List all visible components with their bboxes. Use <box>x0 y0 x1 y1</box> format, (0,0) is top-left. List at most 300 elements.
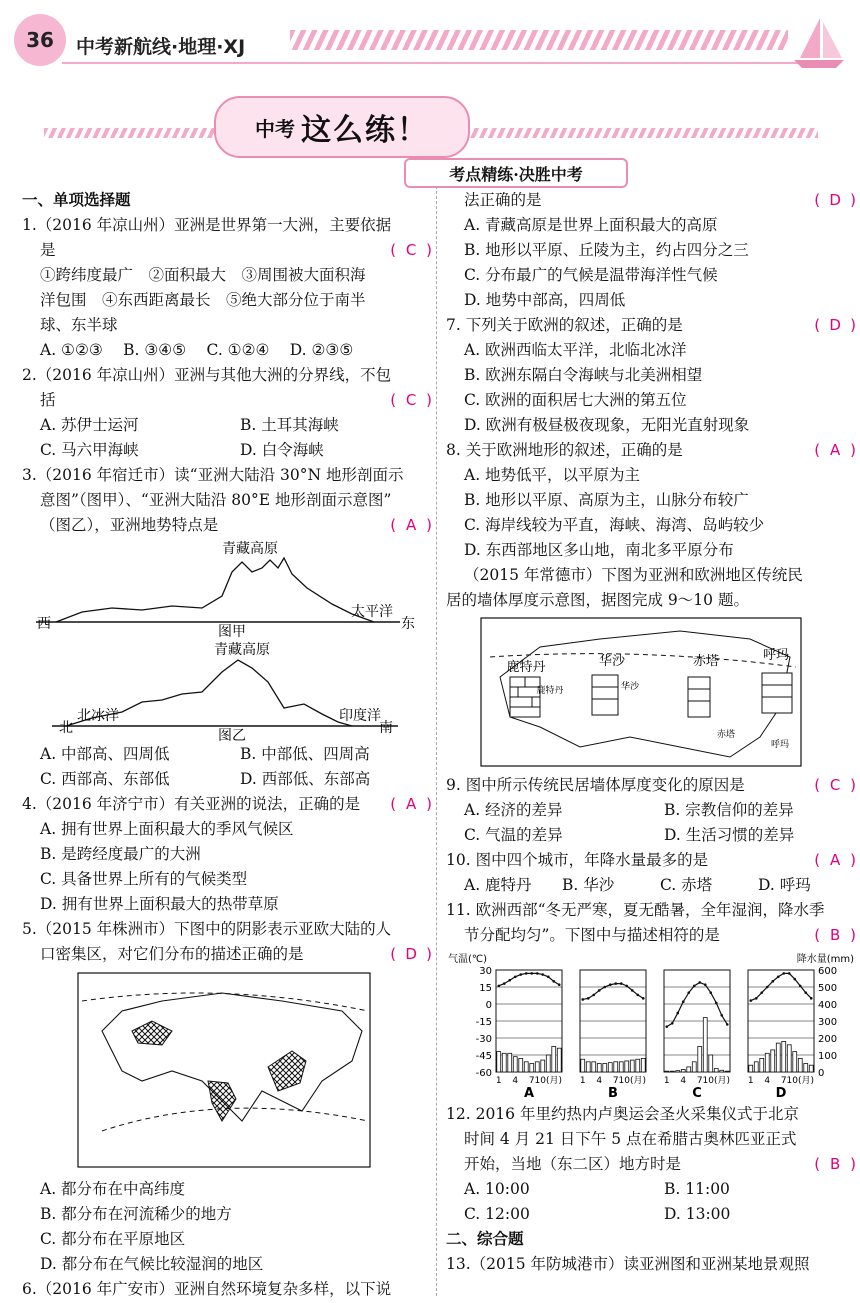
sub-banner: 考点精练·决胜中考 <box>404 158 628 188</box>
temp-point <box>777 976 780 979</box>
line-text: 开始，当地（东二区）地方时是 <box>464 1155 682 1173</box>
text-line <box>22 388 432 413</box>
chart-name: B <box>608 1086 618 1098</box>
line-text: A. 青藏高原是世界上面积最大的高原 <box>464 216 718 234</box>
line-text: A. 地势低平，以平原为主 <box>464 466 641 484</box>
prec-bar <box>636 1059 640 1072</box>
prec-bar <box>581 1059 585 1072</box>
temp-point <box>749 999 752 1002</box>
line-text: B. 是跨经度最广的大洲 <box>40 845 201 863</box>
text-line <box>446 438 856 463</box>
answer-bracket: ( B ) <box>814 923 856 948</box>
banner-stripe-right <box>466 128 818 138</box>
temp-point <box>804 991 807 994</box>
temp-point <box>682 1000 685 1003</box>
month-tick: 7 <box>528 1076 535 1086</box>
option: A. 经济的差异 <box>464 801 563 819</box>
option: C. 气温的差异 <box>464 826 563 844</box>
text-line <box>22 413 432 438</box>
line-text: 7. 下列关于欧洲的叙述，正确的是 <box>446 316 683 334</box>
line-text: C. 分布最广的气候是温带海洋性气候 <box>464 266 718 284</box>
left-block-1 <box>22 188 432 538</box>
line-text: 13.（2015 年防城港市）读亚洲图和亚洲某地景观照 <box>446 1255 810 1273</box>
temp-point <box>592 994 595 997</box>
prec-bar <box>804 1064 808 1073</box>
month-tick: 7 <box>780 1076 787 1086</box>
text-line <box>22 1277 432 1302</box>
prec-bar <box>754 1062 758 1072</box>
text-line <box>446 1252 856 1277</box>
text-line <box>446 773 856 798</box>
temp-point <box>631 989 634 992</box>
prec-bar <box>698 1047 702 1073</box>
line-text: 一、单项选择题 <box>22 191 131 209</box>
month-tick: 4 <box>512 1076 519 1086</box>
temp-tick: -30 <box>475 1034 492 1045</box>
temp-point <box>536 972 539 975</box>
option: B. 华沙 <box>562 876 615 894</box>
month-tick: 1 <box>663 1076 670 1086</box>
line-text: 二、综合题 <box>446 1230 524 1248</box>
right-column <box>446 188 856 1277</box>
temp-point <box>519 973 522 976</box>
text-line <box>446 538 856 563</box>
chart-name: C <box>692 1086 702 1098</box>
jia-right: 东 <box>401 616 415 632</box>
answer-bracket: ( C ) <box>390 388 432 413</box>
month-tick: 4 <box>680 1076 687 1086</box>
temp-point <box>687 991 690 994</box>
text-line <box>446 1152 856 1177</box>
prec-bar <box>541 1060 545 1072</box>
text-line <box>446 1202 856 1227</box>
month-tick: 1 <box>579 1076 586 1086</box>
temp-point <box>503 982 506 985</box>
text-line <box>446 513 856 538</box>
wall-thickness-map <box>480 617 860 769</box>
line-text: 1.（2016 年凉山州）亚洲是世界第一大洲，主要依据 <box>22 216 392 234</box>
temp-point <box>530 972 533 975</box>
prec-bar <box>692 1062 696 1072</box>
temp-point <box>603 986 606 989</box>
text-line <box>446 873 856 898</box>
line-text: 4.（2016 年济宁市）有关亚洲的说法，正确的是 <box>22 795 361 813</box>
prec-bar <box>771 1050 775 1072</box>
right-block-1 <box>446 188 856 613</box>
city-warsaw: 华沙 <box>598 654 626 669</box>
answer-bracket: ( A ) <box>814 438 856 463</box>
prec-bar <box>608 1063 612 1072</box>
prec-bar <box>725 1071 729 1072</box>
yi-ocean-right: 印度洋 <box>339 708 381 724</box>
text-line <box>446 188 856 213</box>
yi-right: 南 <box>379 720 393 736</box>
month-tick: 7 <box>612 1076 619 1086</box>
prec-bar <box>720 1070 724 1072</box>
prec-bar <box>782 1041 786 1072</box>
temp-point <box>558 983 561 986</box>
text-line <box>446 388 856 413</box>
answer: A <box>830 851 841 869</box>
text-line <box>446 213 856 238</box>
option: C. 赤塔 <box>660 876 713 894</box>
line-text: D. 拥有世界上面积最大的热带草原 <box>40 895 279 913</box>
text-line <box>22 792 432 817</box>
dot-huma: 呼玛 <box>770 740 790 750</box>
prec-bar <box>798 1058 802 1072</box>
temp-point <box>636 994 639 997</box>
prec-bar <box>592 1062 596 1072</box>
line-text: 洋包围 ④东西距离最长 ⑤绝大部分位于南半 <box>40 291 366 309</box>
temp-point <box>614 982 617 985</box>
chart-name: A <box>523 1086 535 1098</box>
text-line <box>446 313 856 338</box>
text-line <box>446 898 856 923</box>
temp-point <box>709 991 712 994</box>
text-line <box>446 488 856 513</box>
line-text: 括 <box>40 391 56 409</box>
temp-point <box>625 985 628 988</box>
line-text: B. 欧洲东隔白令海峡与北美洲相望 <box>464 366 703 384</box>
line-text: ①跨纬度最广 ②面积最大 ③周围被大面积海 <box>40 266 366 284</box>
figure-yi <box>22 642 432 742</box>
option: D. 生活习惯的差异 <box>664 826 795 844</box>
line-text: （2015 年常德市）下图为亚洲和欧洲地区传统民 <box>464 566 803 584</box>
text-line <box>22 842 432 867</box>
option: D. 呼玛 <box>758 876 811 894</box>
line-text: A. 拥有世界上面积最大的季风气候区 <box>40 820 294 838</box>
text-line <box>22 238 432 263</box>
prec-bar <box>597 1064 601 1073</box>
prec-bar <box>586 1062 590 1072</box>
month-tick: 10(月) <box>534 1076 562 1086</box>
line-text: B. 地形以平原、高原为主，山脉分布较广 <box>464 491 749 509</box>
dot-chita: 赤塔 <box>716 730 736 740</box>
line-text: 节分配均匀”。下图中与描述相符的是 <box>464 926 720 944</box>
yi-top: 青藏高原 <box>214 642 270 658</box>
text-line <box>446 263 856 288</box>
text-line <box>446 338 856 363</box>
temp-point <box>642 997 645 1000</box>
text-line <box>22 313 432 338</box>
temp-line <box>583 984 644 1000</box>
prec-bar <box>776 1043 780 1072</box>
line-text: 12. 2016 年里约热内卢奥运会圣火采集仪式于北京 <box>446 1105 799 1123</box>
prec-bar <box>787 1045 791 1072</box>
prec-bar <box>524 1062 528 1072</box>
line-text: A. ①②③ B. ③④⑤ C. ①②④ D. ②③⑤ <box>40 341 354 359</box>
month-tick: 10(月) <box>786 1076 814 1086</box>
chart-name: D <box>775 1086 787 1098</box>
line-text: C. 欧洲的面积居七大洲的第五位 <box>464 391 687 409</box>
jia-top: 青藏高原 <box>222 541 278 557</box>
temp-point <box>760 991 763 994</box>
temp-point <box>704 983 707 986</box>
month-tick: 10(月) <box>702 1076 730 1086</box>
prec-axis-label: 降水量(mm) <box>796 954 854 965</box>
temp-tick: -45 <box>475 1051 492 1062</box>
prec-bar <box>497 1052 501 1072</box>
banner-stripe-left <box>44 128 214 138</box>
answer-bracket: ( D ) <box>390 942 432 967</box>
month-tick: 4 <box>596 1076 603 1086</box>
temp-tick: 15 <box>479 983 492 994</box>
answer: B <box>829 926 841 944</box>
prec-tick: 200 <box>818 1034 838 1045</box>
text-line <box>446 798 856 823</box>
option: A. 10:00 <box>464 1180 530 1198</box>
option: C. 12:00 <box>464 1205 530 1223</box>
answer: D <box>829 316 841 334</box>
prec-bar <box>665 1071 669 1072</box>
prec-bar <box>603 1064 607 1073</box>
option: A. 苏伊士运河 <box>40 416 139 434</box>
answer: C <box>405 391 417 409</box>
text-line <box>22 463 432 488</box>
line-text: D. 欧洲有极昼极夜现象，无阳光直射现象 <box>464 416 750 434</box>
temp-point <box>799 985 802 988</box>
text-line <box>446 823 856 848</box>
prec-tick: 400 <box>818 1000 838 1011</box>
option: A. 鹿特丹 <box>464 876 532 894</box>
prec-bar <box>670 1071 674 1072</box>
text-line <box>446 1177 856 1202</box>
line-text: 10. 图中四个城市，年降水量最多的是 <box>446 851 709 869</box>
temp-point <box>620 982 623 985</box>
prec-bar <box>641 1058 645 1072</box>
month-tick: 7 <box>696 1076 703 1086</box>
left-column <box>22 188 432 1302</box>
temp-tick: -15 <box>475 1017 492 1028</box>
text-line <box>446 923 856 948</box>
yi-caption: 图乙 <box>218 728 246 742</box>
header-stripe <box>290 30 788 50</box>
text-line <box>446 238 856 263</box>
banner <box>214 96 470 158</box>
line-text: C. 都分布在平原地区 <box>40 1230 186 1248</box>
line-text: D. 地势中部高，四周低 <box>464 291 626 309</box>
prec-bar <box>519 1058 523 1072</box>
line-text: D. 东西部地区多山地，南北多平原分布 <box>464 541 734 559</box>
answer-bracket: ( D ) <box>814 313 856 338</box>
text-line <box>22 1227 432 1252</box>
temp-point <box>766 986 769 989</box>
sailboat-icon <box>790 14 848 70</box>
line-text: 11. 欧洲西部“冬无严寒，夏无酷暑，全年湿润，降水季 <box>446 901 825 919</box>
text-line <box>22 867 432 892</box>
answer: C <box>405 241 417 259</box>
text-line <box>22 767 432 792</box>
answer: A <box>406 516 417 534</box>
city-rotterdam: 鹿特丹 <box>506 660 546 675</box>
line-text: 是 <box>40 241 56 259</box>
prec-bar <box>619 1062 623 1072</box>
prec-bar <box>760 1058 764 1072</box>
line-text: 3.（2016 年宿迁市）读“亚洲大陆沿 30°N 地形剖面示 <box>22 466 404 484</box>
month-tick: 1 <box>495 1076 502 1086</box>
line-text: 时间 4 月 21 日下午 5 点在希腊古奥林匹亚正式 <box>464 1130 797 1148</box>
line-text: （图乙），亚洲地势特点是 <box>40 516 219 534</box>
answer: A <box>406 795 417 813</box>
text-line <box>446 463 856 488</box>
option: A. 中部高、四周低 <box>40 745 170 763</box>
line-text: D. 都分布在气候比较湿润的地区 <box>40 1255 264 1273</box>
line-text: C. 海岸线较为平直，海峡、海湾、岛屿较少 <box>464 516 765 534</box>
prec-bar <box>749 1065 753 1072</box>
option: B. 中部低、四周高 <box>240 745 370 763</box>
answer: D <box>829 191 841 209</box>
temp-point <box>508 979 511 982</box>
prec-bar <box>625 1061 629 1072</box>
line-text: 2.（2016 年凉山州）亚洲与其他大洲的分界线，不包 <box>22 366 392 384</box>
right-block-2 <box>446 773 856 948</box>
banner-big: 这么练！ <box>301 113 429 148</box>
line-text: A. 都分布在中高纬度 <box>40 1180 186 1198</box>
column-divider <box>436 186 437 1296</box>
text-line <box>446 1127 856 1152</box>
temp-line <box>667 982 728 1026</box>
answer: C <box>829 776 841 794</box>
text-line <box>22 213 432 238</box>
text-line <box>22 817 432 842</box>
text-line <box>22 1252 432 1277</box>
prec-bar <box>809 1065 813 1072</box>
jia-ocean: 太平洋 <box>351 604 393 620</box>
temp-tick: 0 <box>485 1000 492 1011</box>
temp-point <box>715 1002 718 1005</box>
option: B. 土耳其海峡 <box>240 416 339 434</box>
left-block-2 <box>22 742 432 967</box>
dot-rotterdam: 鹿特丹 <box>536 686 564 696</box>
answer-bracket: ( C ) <box>814 773 856 798</box>
city-chita: 赤塔 <box>692 654 720 669</box>
prec-bar <box>557 1048 561 1072</box>
line-text: A. 欧洲西临太平洋，北临北冰洋 <box>464 341 687 359</box>
temp-point <box>793 978 796 981</box>
header-line <box>62 62 822 64</box>
temp-point <box>698 981 701 984</box>
figure-jia <box>22 538 432 638</box>
line-text: 5.（2015 年株洲市）下图中的阴影表示亚欧大陆的人 <box>22 920 392 938</box>
text-line <box>22 188 432 213</box>
month-tick: 10(月) <box>618 1076 646 1086</box>
prec-bar <box>709 1055 713 1072</box>
line-text: 9. 图中所示传统民居墙体厚度变化的原因是 <box>446 776 745 794</box>
temp-point <box>788 972 791 975</box>
month-tick: 4 <box>764 1076 771 1086</box>
prec-tick: 300 <box>818 1017 838 1028</box>
temp-point <box>547 976 550 979</box>
prec-bar <box>687 1067 691 1072</box>
jia-caption: 图甲 <box>218 624 246 638</box>
prec-bar <box>502 1053 506 1072</box>
temp-point <box>598 989 601 992</box>
temp-point <box>541 973 544 976</box>
text-line <box>22 363 432 388</box>
text-line <box>446 413 856 438</box>
text-line <box>22 438 432 463</box>
month-tick: 1 <box>747 1076 754 1086</box>
temp-point <box>771 980 774 983</box>
prec-bar <box>552 1047 556 1073</box>
text-line <box>22 942 432 967</box>
answer-bracket: ( B ) <box>814 1152 856 1177</box>
text-line <box>22 742 432 767</box>
line-text: 8. 关于欧洲地形的叙述，正确的是 <box>446 441 683 459</box>
temp-line <box>499 973 560 985</box>
prec-bar <box>546 1055 550 1072</box>
answer-bracket: ( A ) <box>390 792 432 817</box>
option: C. 马六甲海峡 <box>40 441 139 459</box>
prec-bar <box>703 1018 707 1072</box>
line-text: 法正确的是 <box>464 191 542 209</box>
line-text: 意图”（图甲）、“亚洲大陆沿 80°E 地形剖面示意图” <box>40 491 392 509</box>
prec-tick: 500 <box>818 983 838 994</box>
text-line <box>446 588 856 613</box>
text-line <box>22 338 432 363</box>
temp-point <box>581 998 584 1001</box>
banner-small: 中考 <box>255 116 295 141</box>
answer: A <box>830 441 841 459</box>
option: C. 西部高、东部低 <box>40 770 170 788</box>
prec-bar <box>530 1064 534 1073</box>
temp-point <box>782 972 785 975</box>
text-line <box>446 288 856 313</box>
text-line <box>22 288 432 313</box>
text-line <box>22 513 432 538</box>
temp-point <box>609 983 612 986</box>
text-line <box>22 1177 432 1202</box>
text-line <box>446 1102 856 1127</box>
temp-point <box>525 972 528 975</box>
dot-warsaw: 华沙 <box>620 682 640 692</box>
answer-bracket: ( A ) <box>390 513 432 538</box>
temp-point <box>755 997 758 1000</box>
prec-bar <box>614 1062 618 1072</box>
prec-bar <box>714 1069 718 1072</box>
text-line <box>446 363 856 388</box>
prec-tick: 600 <box>818 966 838 977</box>
temp-point <box>671 1022 674 1025</box>
text-line <box>446 563 856 588</box>
line-text: B. 都分布在河流稀少的地方 <box>40 1205 232 1223</box>
yi-ocean-left: 北冰洋 <box>77 708 119 724</box>
asia-europe-population-map <box>22 971 432 1171</box>
temp-point <box>720 1014 723 1017</box>
temp-point <box>726 1023 729 1026</box>
left-block-3 <box>22 1177 432 1302</box>
temp-point <box>810 997 813 1000</box>
answer-bracket: ( D ) <box>814 188 856 213</box>
answer: D <box>405 945 417 963</box>
climate-charts <box>446 950 856 1098</box>
option: D. 西部低、东部高 <box>240 770 371 788</box>
option: B. 11:00 <box>664 1180 730 1198</box>
line-text: 居的墙体厚度示意图，据图完成 9～10 题。 <box>446 591 749 609</box>
city-huma: 呼玛 <box>762 648 790 663</box>
prec-tick: 100 <box>818 1051 838 1062</box>
text-line <box>446 1227 856 1252</box>
line-text: 口密集区，对它们分布的描述正确的是 <box>40 945 304 963</box>
text-line <box>22 263 432 288</box>
right-block-3 <box>446 1102 856 1277</box>
prec-bar <box>630 1060 634 1072</box>
temp-point <box>665 1025 668 1028</box>
temp-point <box>552 980 555 983</box>
temp-point <box>497 985 500 988</box>
text-line <box>446 848 856 873</box>
prec-tick: 0 <box>818 1068 825 1079</box>
